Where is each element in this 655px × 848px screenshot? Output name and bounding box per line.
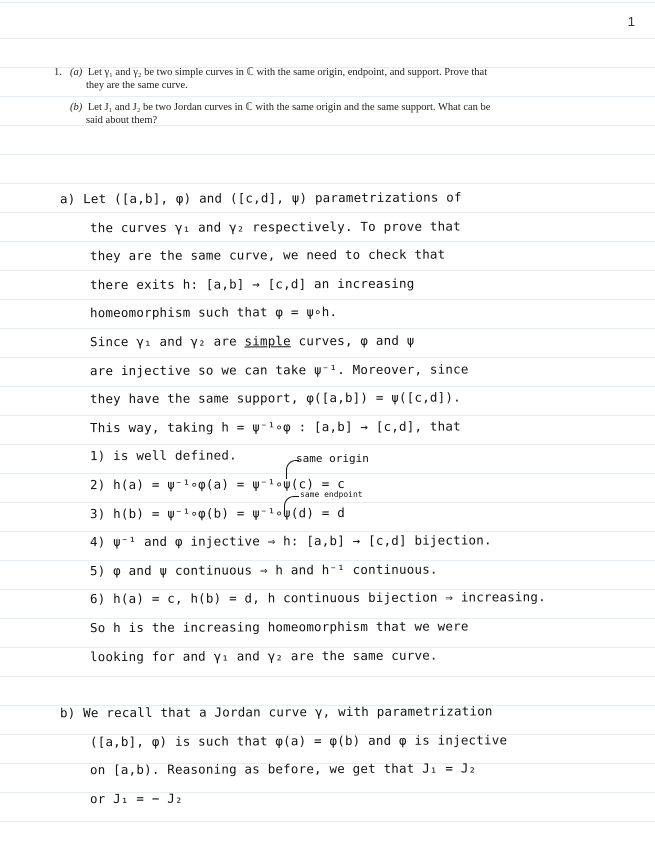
answer-line: homeomorphism such that φ = ψ∘h. [89, 304, 338, 321]
answer-step: 1) is well defined. [89, 447, 237, 464]
answer-line: This way, taking h = ψ⁻¹∘φ : [a,b] → [c,d], that [89, 418, 461, 435]
annotation-same-endpoint: same endpoint [300, 490, 363, 499]
since-suffix: curves, φ and ψ [290, 332, 415, 349]
part-text: they are the same curve. [86, 80, 188, 91]
answer-line: a) Let ([a,b], φ) and ([c,d], ψ) parametrizations of [59, 189, 462, 207]
answer-step: 5) φ and ψ continuous ⇒ h and h⁻¹ continuous. [89, 561, 438, 578]
answer-line: they are the same curve, we need to check that [89, 246, 446, 264]
answer-line: b) We recall that a Jordan curve γ, with parametrization [59, 703, 493, 721]
handwritten-answer [60, 186, 640, 814]
answer-line: ([a,b], φ) is such that φ(a) = φ(b) and φ is injective [89, 732, 508, 749]
answer-line: or J₁ = − J₂ [89, 790, 183, 807]
annotation-same-origin: same origin [296, 452, 369, 465]
answer-line: looking for and γ₁ and γ₂ are the same curve. [89, 647, 438, 664]
part-tag: (b) [70, 102, 83, 113]
part-text: said about them? [86, 115, 158, 126]
part-text: Let γ₁ and γ₂ be two simple curves in ℂ with the same origin, endpoint, and support. Prove that [87, 67, 488, 78]
answer-step: 4) ψ⁻¹ and φ injective ⇒ h: [a,b] → [c,d] bijection. [89, 532, 492, 550]
problem-part-a [54, 66, 554, 92]
part-tag: (a) [70, 67, 83, 78]
answer-line: the curves γ₁ and γ₂ respectively. To prove that [89, 218, 461, 235]
answer-step: 6) h(a) = c, h(b) = d, h continuous bijection ⇒ increasing. [89, 589, 546, 607]
answer-line: they have the same support, φ([a,b]) = ψ([c,d]). [89, 389, 461, 407]
part-text: Let J₁ and J₂ be two Jordan curves in ℂ with the same origin and the same support. What can be [87, 102, 491, 113]
problem-part-b [54, 101, 554, 127]
annotation-arrow [284, 496, 299, 513]
answer-line-since [60, 328, 640, 359]
answer-line: on [a,b). Reasoning as before, we get that J₁ = J₂ [89, 760, 477, 778]
answer-step: 3) h(b) = ψ⁻¹∘φ(b) = ψ⁻¹∘ψ(d) = d [89, 504, 345, 521]
answer-line: there exits h: [a,b] → [c,d] an increasing [89, 275, 415, 292]
problem-statement [54, 66, 554, 136]
spacer [60, 672, 640, 700]
since-prefix: Since γ₁ and γ₂ are [89, 333, 245, 350]
problem-number: 1. [54, 67, 62, 78]
answer-line: are injective so we can take ψ⁻¹. Moreover, since [89, 361, 469, 378]
answer-step: 2) h(a) = ψ⁻¹∘φ(a) = ψ⁻¹∘ψ(c) = c [89, 475, 345, 493]
page-number: 1 [627, 14, 635, 29]
answer-line: So h is the increasing homeomorphism that we were [89, 618, 469, 636]
underlined-word: simple [244, 333, 291, 349]
